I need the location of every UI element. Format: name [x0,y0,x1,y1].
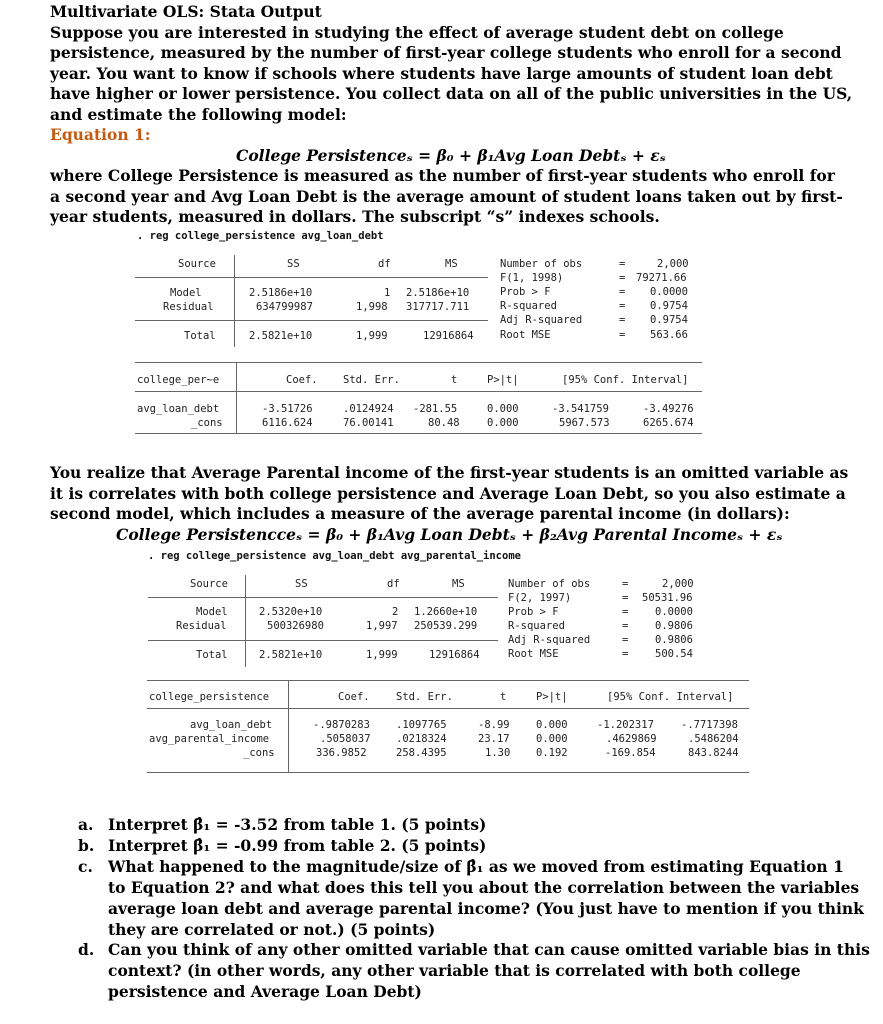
coef-ci-high: .5486204 [688,733,739,745]
divider [236,362,237,434]
divider [135,320,488,321]
coef-ci-high: -3.49276 [643,403,694,415]
equation-2: College Persistencceₛ = β₀ + β₁Avg Loan Debtₛ + β₂Avg Parental Incomeₛ + εₛ [116,524,783,544]
question-a [78,815,838,836]
coef-value: 336.9852 [316,747,367,759]
coef-se: 258.4395 [396,747,447,759]
divider [147,772,749,773]
coef-value: -3.51726 [262,403,313,415]
stat-value: 0.0000 [650,286,688,298]
middle-line: You realize that Average Parental income of the first-year students is an omitted variable as [50,463,849,482]
coef-ci-high: -.7717398 [681,719,738,731]
coef-p: 0.000 [536,719,568,731]
coef-header-coef: Coef. [286,374,318,386]
anova-df: 1,998 [356,301,388,313]
coef-t: 23.17 [478,733,510,745]
stat-value: 0.0000 [655,606,693,618]
anova-df: 1,997 [366,620,398,632]
coef-t: -8.99 [478,719,510,731]
question-letter: b. [78,836,95,855]
coef-t: 1.30 [485,747,511,759]
stat-eq: = [622,606,629,618]
question-line: context? (in other words, any other variable that is correlated with both college [108,961,801,980]
divider [135,391,702,392]
where-line: year students, measured in dollars. The subscript “s” indexes schools. [50,207,660,226]
coef-header-p: P>|t| [536,691,568,703]
coef-p: 0.000 [487,403,519,415]
divider [135,362,702,363]
anova-df: 2 [392,606,399,618]
coef-header-ci: [95% Conf. Interval] [607,691,734,703]
where-line: a second year and Avg Loan Debt is the average amount of student loans taken out by first- [50,186,843,206]
anova-header-df: df [387,578,400,590]
coef-se: .1097765 [396,719,447,731]
anova-header-ms: MS [452,578,465,590]
anova-ms: 1.2660e+10 [414,606,478,618]
stat-eq: = [619,314,626,326]
anova-ms: 317717.711 [406,301,470,313]
divider [245,575,246,667]
anova-header-ss: SS [287,258,300,270]
middle-line: it is correlates with both college persistence and Average Loan Debt, so you also estimate a [50,483,846,503]
stat-eq: = [619,329,626,341]
stat-eq: = [622,620,629,632]
coef-se: .0218324 [396,733,447,745]
coef-value: -.9870283 [313,719,370,731]
anova-source: Total [184,330,216,342]
stat-value: 0.9806 [655,634,693,646]
coef-p: 0.000 [487,417,519,429]
anova-df: 1,999 [356,330,388,342]
question-line: Interpret β̂₁ = -3.52 from table 1. (5 points) [108,815,487,834]
divider [288,680,289,773]
divider [148,640,498,641]
coef-header-var: college_persistence [149,691,270,703]
coef-header-coef: Coef. [338,691,370,703]
question-letter: a. [78,815,94,834]
intro-line: year. You want to know if schools where students have large amounts of student loan debt [50,63,833,83]
stat-label: Number of obs [500,258,583,270]
anova-ms: 2.5186e+10 [406,287,470,299]
stat-value: 0.9754 [650,314,688,326]
question-letter: c. [78,857,93,876]
stat-label: Root MSE [508,648,559,660]
stat-value: 500.54 [655,648,693,660]
anova-source: Residual [176,620,227,632]
anova-ss: 2.5821e+10 [249,330,313,342]
stat-label: Prob > F [508,606,559,618]
stat-value: 2,000 [657,258,689,270]
coef-value: .5058037 [320,733,371,745]
coef-ci-low: -3.541759 [552,403,609,415]
coef-se: .0124924 [343,403,394,415]
coef-value: 6116.624 [262,417,313,429]
coef-ci-high: 843.8244 [688,747,739,759]
coef-var: _cons [243,747,275,759]
divider [148,597,498,598]
anova-ss: 2.5821e+10 [259,649,323,661]
stat-eq: = [619,286,626,298]
anova-ss: 634799987 [256,301,313,313]
coef-var: avg_loan_debt [190,719,273,731]
coef-ci-low: -169.854 [605,747,656,759]
coef-ci-low: -1.202317 [597,719,654,731]
stat-label: Root MSE [500,329,551,341]
anova-source: Total [196,649,228,661]
stat-eq: = [622,578,629,590]
divider [135,277,488,278]
equation-label: Equation 1: [50,125,151,144]
question-line: average loan debt and average parental income? (You just have to mention if you think [108,899,864,918]
stat-value: 2,000 [662,578,694,590]
anova-df: 1 [384,287,391,299]
intro-line: Suppose you are interested in studying the effect of average student debt on college [50,22,784,42]
question-c [78,857,864,941]
coef-header-se: Std. Err. [396,691,453,703]
coef-header-ci: [95% Conf. Interval] [562,374,689,386]
anova-ms: 12916864 [423,330,474,342]
page-title: Multivariate OLS: Stata Output [50,2,322,21]
divider [147,680,749,681]
coef-p: 0.000 [536,733,568,745]
stat-value: 563.66 [650,329,688,341]
coef-var: avg_parental_income [149,733,270,745]
stata-command-1: . reg college_persistence avg_loan_debt [137,230,384,242]
stat-eq: = [622,648,629,660]
question-b [78,836,838,857]
question-line: Interpret β̂₁ = -0.99 from table 2. (5 points) [108,836,487,855]
anova-ms: 250539.299 [414,620,478,632]
stat-eq: = [619,258,626,270]
stat-label: Prob > F [500,286,551,298]
intro-line: have higher or lower persistence. You collect data on all of the public universities in the US, [50,84,853,103]
divider [135,433,702,434]
coef-ci-high: 6265.674 [643,417,694,429]
anova-ss: 500326980 [267,620,324,632]
question-line: Can you think of any other omitted variable that can cause omitted variable bias in this [108,940,870,959]
question-line: they are correlated or not.) (5 points) [108,920,436,939]
coef-t: -281.55 [413,403,458,415]
anova-header-source: Source [190,578,228,590]
intro-line: persistence, measured by the number of first-year college students who enroll for a second [50,43,842,62]
question-letter: d. [78,940,95,959]
anova-source: Model [196,606,228,618]
stat-eq: = [619,272,626,284]
stat-value: 0.9754 [650,300,688,312]
stat-value: 79271.66 [636,272,687,284]
coef-header-p: P>|t| [487,374,519,386]
question-d [78,940,870,1003]
middle-paragraph [50,463,849,545]
stat-value: 0.9806 [655,620,693,632]
stat-label: F(2, 1997) [508,592,572,604]
question-line: to Equation 2? and what does this tell you about the correlation between the variables [108,878,860,897]
stat-label: Adj R-squared [500,314,583,326]
intro-block [50,2,853,228]
stat-label: R-squared [500,300,557,312]
anova-ms: 12916864 [429,649,480,661]
coef-var: _cons [191,417,223,429]
anova-ss: 2.5186e+10 [249,287,313,299]
stata-command-2: . reg college_persistence avg_loan_debt avg_parental_income [148,550,521,562]
coef-se: 76.00141 [343,417,394,429]
question-line: persistence and Average Loan Debt) [108,982,422,1001]
divider [234,255,235,347]
intro-line: and estimate the following model: [50,104,347,124]
stat-label: F(1, 1998) [500,272,564,284]
coef-p: 0.192 [536,747,568,759]
coef-header-se: Std. Err. [343,374,400,386]
anova-df: 1,999 [366,649,398,661]
anova-header-ms: MS [445,258,458,270]
anova-source: Residual [163,301,214,313]
coef-ci-low: 5967.573 [559,417,610,429]
coef-ci-low: .4629869 [606,733,657,745]
anova-header-ss: SS [295,578,308,590]
anova-header-source: Source [178,258,216,270]
middle-line: second model, which includes a measure of the average parental income (in dollars): [50,504,790,523]
coef-header-t: t [500,691,507,703]
stat-label: Adj R-squared [508,634,591,646]
anova-header-df: df [378,258,391,270]
coef-header-var: college_per~e [137,374,220,386]
stat-value: 50531.96 [642,592,693,604]
stat-eq: = [622,592,629,604]
stat-eq: = [619,300,626,312]
stat-label: R-squared [508,620,565,632]
coef-t: 80.48 [428,417,460,429]
equation-1: College Persistenceₛ = β₀ + β₁Avg Loan Debtₛ + εₛ [236,145,666,165]
anova-ss: 2.5320e+10 [259,606,323,618]
anova-source: Model [170,287,202,299]
question-line: What happened to the magnitude/size of β̂₁ as we moved from estimating Equation 1 [108,857,844,876]
coef-var: avg_loan_debt [137,403,220,415]
stat-eq: = [622,634,629,646]
where-line: where College Persistence is measured as the number of first-year students who enroll for [50,166,835,185]
coef-header-t: t [451,374,458,386]
divider [147,708,749,709]
stat-label: Number of obs [508,578,591,590]
